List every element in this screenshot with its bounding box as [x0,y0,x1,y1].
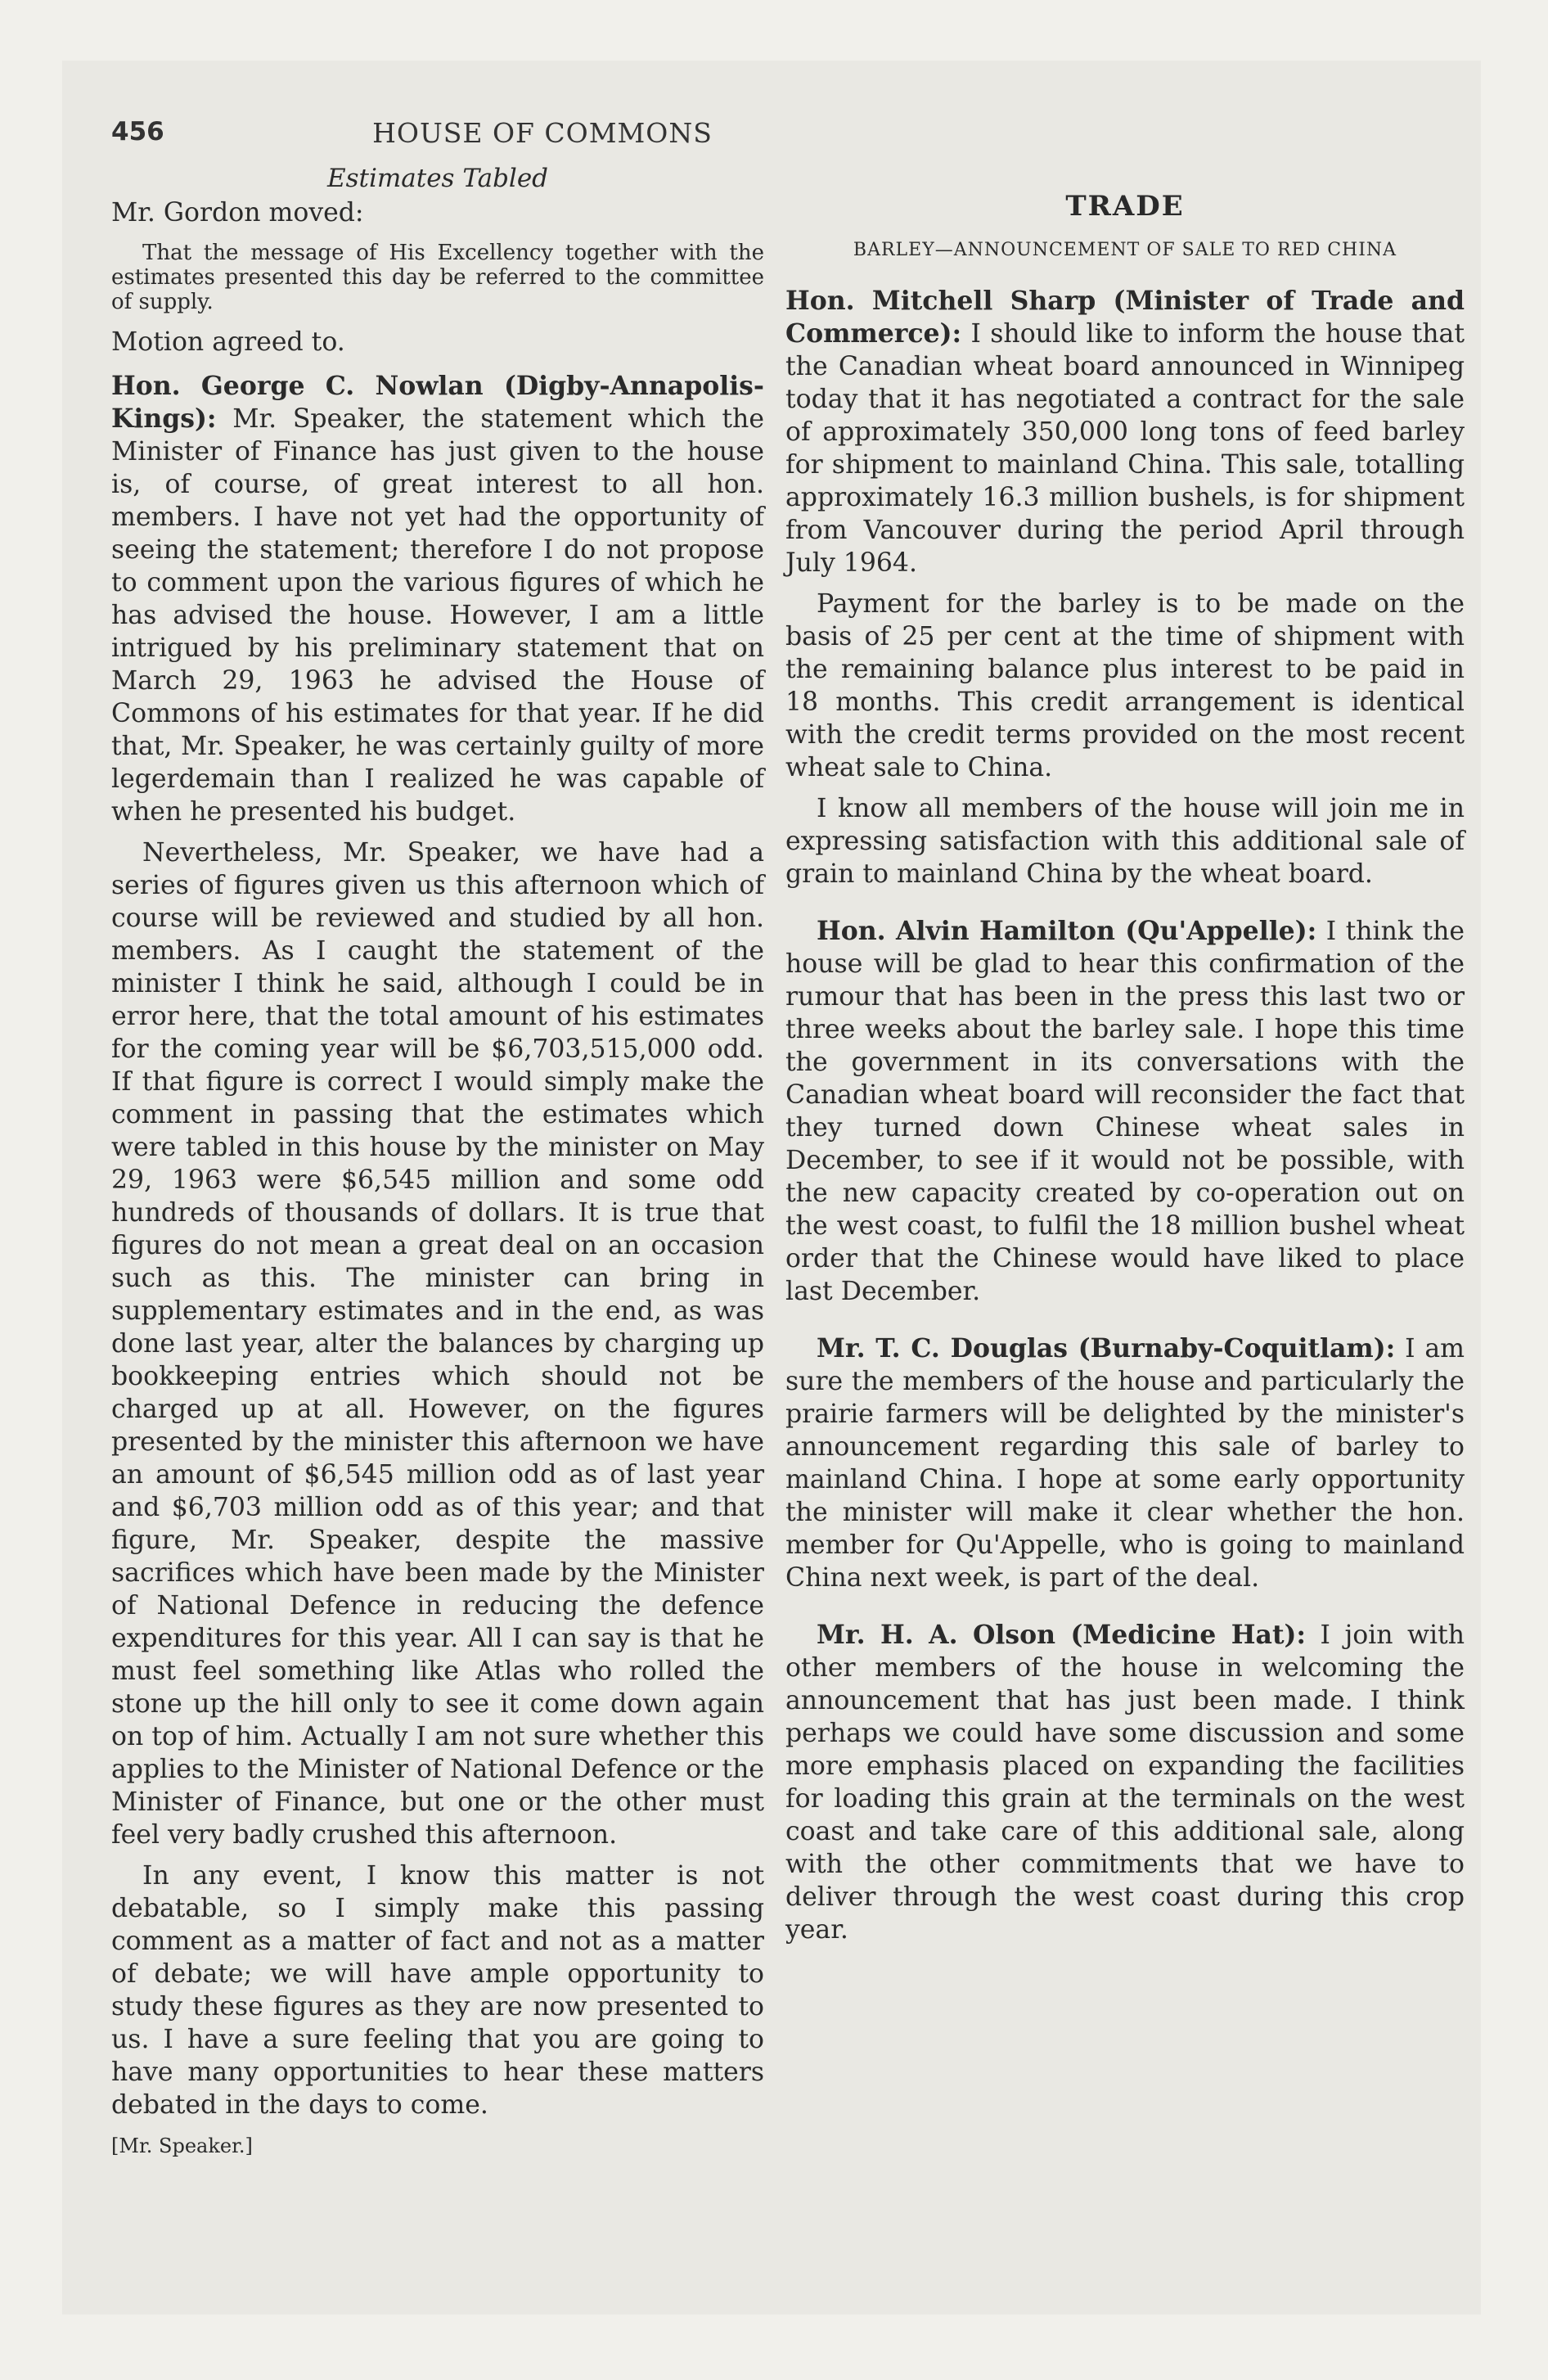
speech-paragraph: I know all members of the house will join me in expressing satisfaction with this additional sale of grain to mainland China by the wheat board. [785,794,1465,889]
speech-nowlan [111,370,764,828]
page-footer: [Mr. Speaker.] [111,2134,253,2157]
speech-text: I think the house will be glad to hear this confirmation of the rumour that has been in the press this last two or three weeks about the barley sale. I hope this time the government in its conversations with the Canadian wheat board will reconsider the fact that they turned down Chinese wheat sales in December, to see if it would not be possible, with the new capacity created by co-operation out on the west coast, to fulfil the 18 million bushel wheat order that the Chinese would have liked to place last December. [785,917,1465,1306]
speech-text: I should like to inform the house that the Canadian wheat board announced in Winnipeg today that it has negotiated a contract for the sale of approximately 350,000 long tons of feed barley for shipment to mainland China. This sale, totalling approximately 16.3 million bushels, is for shipment from Vancouver during the period April through July 1964. [785,319,1465,578]
speech-sharp [785,285,1465,579]
speech-hamilton [785,915,1465,1308]
speech-douglas [785,1332,1465,1594]
speech-olson [785,1619,1465,1946]
speech-text: Mr. Speaker, the statement which the Minister of Finance has just given to the house is, of course, of great interest to all hon. members. I have not yet had the opportunity of seeing the statement; therefore I do not propose to comment upon the various figures of which he has advised the house. However, I am a little intrigued by his preliminary statement that on March 29, 1963 he advised the House of Commons of his estimates for that year. If he did that, Mr. Speaker, he was certainly guilty of more legerdemain than I realized he was capable of when he presented his budget. [111,404,764,827]
speech-paragraph: Payment for the barley is to be made on the basis of 25 per cent at the time of shipment with the remaining balance plus interest to be paid in 18 months. This credit arrangement is identical with the credit terms provided on the most recent wheat sale to China. [785,589,1465,782]
moved-by: Mr. Gordon moved: [111,198,364,228]
speaker-name: Hon. Mitchell Sharp (Minister of Trade and Commerce): [785,286,1465,349]
left-column [111,164,764,2157]
speech-paragraph: In any event, I know this matter is not debatable, so I simply make this passing comment as a matter of fact and not as a matter of debate; we will have ample opportunity to study these figures as they are now presented to us. I have a sure feeling that you are going to have many opportunities to hear these matters debated in the days to come. [111,1861,764,2120]
speaker-name: Hon. George C. Nowlan (Digby-Annapolis-Kings): [111,371,764,434]
motion-result: Motion agreed to. [111,327,345,357]
right-column [785,190,1465,1954]
speech-text: I am sure the members of the house and particularly the prairie farmers will be delighted by the minister's announcement regarding this sale of barley to mainland China. I hope at some early opportunity the minister will make it clear whether the hon. member for Qu'Appelle, who is going to mainland China next week, is part of the deal. [785,1334,1465,1593]
subsection-title: BARLEY—ANNOUNCEMENT OF SALE TO RED CHINA [853,240,1397,260]
section-heading-estimates: Estimates Tabled [326,164,549,193]
speaker-name: Mr. T. C. Douglas (Burnaby-Coquitlam): [817,1333,1396,1364]
speaker-name: Mr. H. A. Olson (Medicine Hat): [817,1620,1307,1650]
running-head: HOUSE OF COMMONS [372,117,713,149]
speech-text: I join with other members of the house in welcoming the announcement that has just been made. I think perhaps we could have some discussion and some more emphasis placed on expanding the facilities for loading this grain at the terminals on the west coast and take care of this additional sale, along with the other commitments that we have to deliver through the west coast during this crop year. [785,1620,1465,1945]
page-number: 456 [111,117,164,146]
page-header [111,117,974,158]
speaker-name: Hon. Alvin Hamilton (Qu'Appelle): [817,916,1317,946]
motion-text: That the message of His Excellency together with the estimates presented this day be referred to the committee of supply. [111,241,764,314]
section-title-trade: TRADE [1065,190,1185,223]
speech-paragraph: Nevertheless, Mr. Speaker, we have had a series of figures given us this afternoon which of course will be reviewed and studied by all hon. members. As I caught the statement of the minister I think he said, although I could be in error here, that the total amount of his estimates for the coming year will be $6,703,515,000 odd. If that figure is correct I would simply make the comment in passing that the estimates which were tabled in this house by the minister on May 29, 1963 were $6,545 million and some odd hundreds of thousands of dollars. It is true that figures do not mean a great deal on an occasion such as this. The minister can bring in supplementary estimates and in the end, as was done last year, alter the balances by charging up bookkeeping entries which should not be charged up at all. However, on the figures presented by the minister this afternoon we have an amount of $6,545 million odd as of last year and $6,703 million odd as of this year; and that figure, Mr. Speaker, despite the massive sacrifices which have been made by the Minister of National Defence in reducing the defence expenditures for this year. All I can say is that he must feel something like Atlas who rolled the stone up the hill only to see it come down again on top of him. Actually I am not sure whether this applies to the Minister of National Defence or the Minister of Finance, but one or the other must feel very badly crushed this afternoon. [111,838,764,1850]
